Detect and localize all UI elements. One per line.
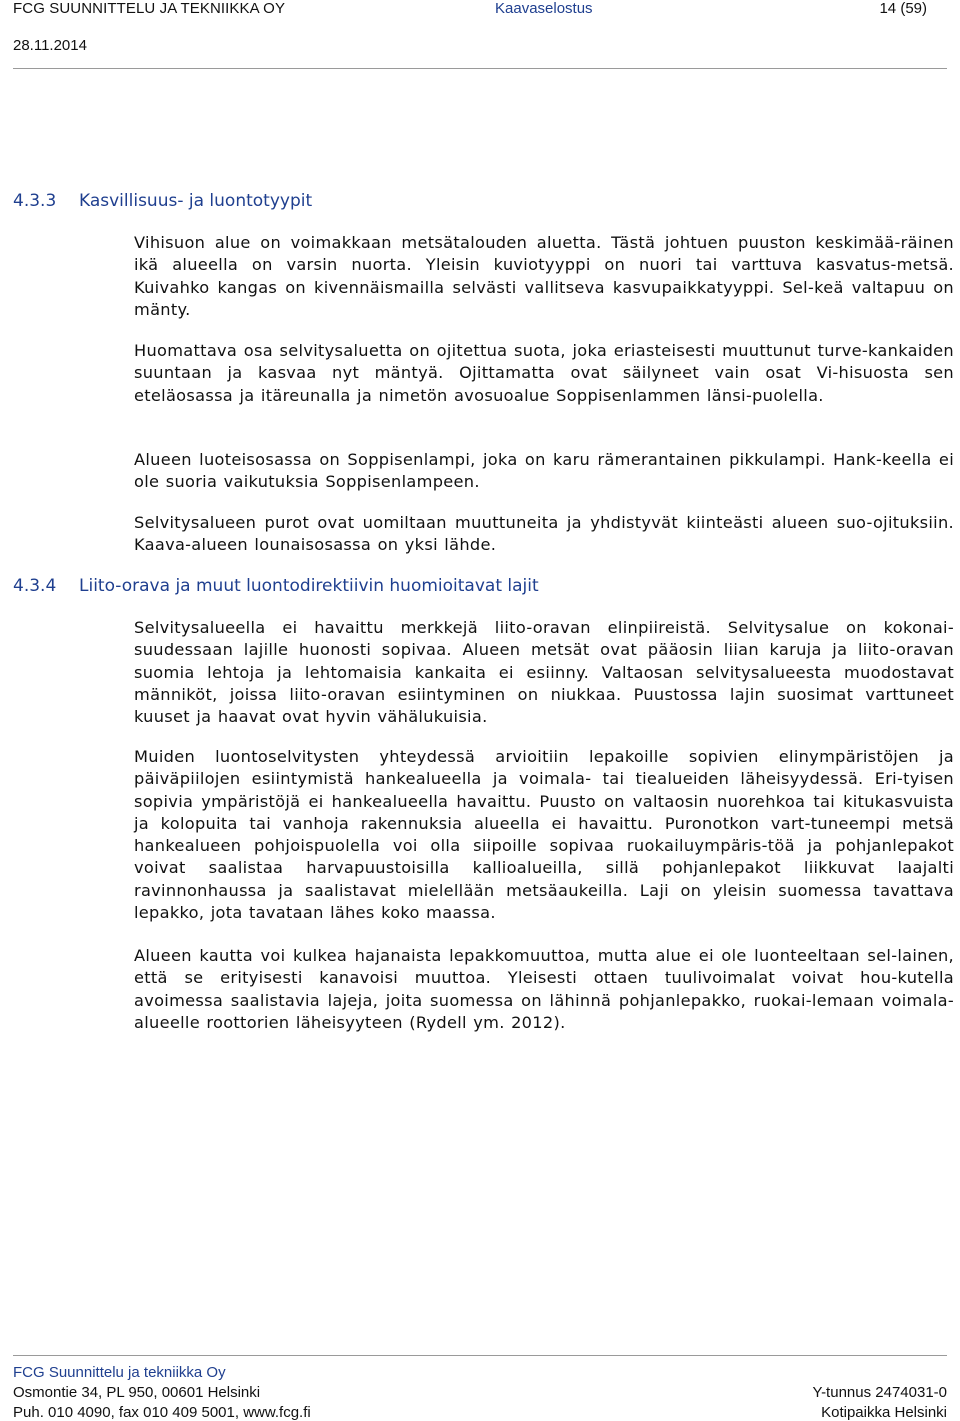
- section-title: Kasvillisuus- ja luontotyypit: [79, 191, 313, 211]
- footer-contact: Puh. 010 4090, fax 010 409 5001, www.fcg.fi: [13, 1404, 311, 1421]
- paragraph: Alueen kautta voi kulkea hajanaista lepakkomuuttoa, mutta alue ei ole luonteeltaan sel-lainen, että se erityisesti kanavoisi muuttoa. Yleisesti ottaen tuulivoimalat voivat hou-kutella avoimessa saalistavia lajeja, joita suomessa on lähinnä pohjanlepakko, ruokai-lemaan voimala-alueelle roottorien läheisyyteen (Rydell ym. 2012).: [134, 946, 954, 1032]
- paragraph: Selvitysalueella ei havaittu merkkejä liito-oravan elinpiireistä. Selvitysalue on kokonai-suudessaan lajille huonosti sopivaa. Alueen metsät ovat pääosin liian karuja ja liito-oravan suomia lehtoja ja lehtomaisia kankaita ei esiinny. Valtaosan selvitysalueesta muodostavat männiköt, joissa liito-oravan esiintyminen on niukkaa. Puustossa lajin suosimat varttuneet kuuset ja haavat ovat hyvin vähälukuisia.: [134, 618, 954, 727]
- footer-domicile: Kotipaikka Helsinki: [821, 1404, 947, 1421]
- section-heading-433: [13, 191, 312, 211]
- paragraph: Huomattava osa selvitysaluetta on ojitettua suota, joka eriasteisesti muuttunut turve-kankaiden suuntaan ja kasvaa nyt mäntyä. Ojittamatta ovat säilyneet vain osat Vi-hisuosta sen eteläosassa ja itäreunalla ja nimetön avosuoalue Soppisenlammen länsi-puolella.: [134, 341, 954, 405]
- section-heading-434: [13, 576, 539, 596]
- section-number: 4.3.3: [13, 191, 57, 211]
- page-header: [13, 0, 947, 69]
- header-date: 28.11.2014: [13, 37, 87, 54]
- section-number: 4.3.4: [13, 576, 57, 596]
- paragraph: Selvitysalueen purot ovat uomiltaan muuttuneita ja yhdistyvät kiinteästi alueen suo-ojituksiin. Kaava-alueen lounaisosassa on yksi lähde.: [134, 513, 954, 555]
- section-title: Liito-orava ja muut luontodirektiivin huomioitavat lajit: [79, 576, 539, 596]
- paragraph: Vihisuon alue on voimakkaan metsätalouden aluetta. Tästä johtuen puuston keskimää-räinen ikä alueella on varsin nuorta. Yleisin kuviotyyppi on nuori tai varttuva kasvatus-metsä. Kuivahko kangas on kivennäismailla selvästi vallitseva kasvupaikkatyyppi. Sel-keä valtapuu on mänty.: [134, 233, 954, 319]
- header-page-number: 14 (59): [879, 0, 927, 17]
- page-footer: [13, 1355, 947, 1421]
- footer-company: FCG Suunnittelu ja tekniikka Oy: [13, 1364, 226, 1381]
- paragraph: Alueen luoteisosassa on Soppisenlampi, joka on karu rämerantainen pikkulampi. Hank-keella ei ole suoria vaikutuksia Soppisenlampeen.: [134, 450, 954, 492]
- footer-business-id: Y-tunnus 2474031-0: [812, 1384, 947, 1401]
- header-document-title: Kaavaselostus: [495, 0, 593, 17]
- header-company: FCG SUUNNITTELU JA TEKNIIKKA OY: [13, 0, 286, 17]
- paragraph: Muiden luontoselvitysten yhteydessä arvioitiin lepakoille sopivien elinympäristöjen ja päiväpiilojen esiintymistä hankealueella ja voimala- tai tiealueiden läheisyydessä. Eri-tyisen sopivia ympäristöjä ei hankealueella havaittu. Puusto on valtaosin nuorehkoa tai kitukasvuista ja kolopuita tai vanhoja rakennuksia alueella ei havaittu. Puronotkon vart-tuneempi metsä hankealueen pohjoispuolella voi olla siipoille sopivaa ruokailuympäris-töä ja pohjanlepakot voivat saalistaa harvapuustoisilla kallioalueilla, sillä pohjanlepakot liikkuvat laajalti ravinnonhaussa ja saalistavat mielellään metsäaukeilla. Laji on yleisin suomessa tavattava lepakko, jota tavataan lähes koko maassa.: [134, 747, 954, 923]
- footer-address: Osmontie 34, PL 950, 00601 Helsinki: [13, 1384, 261, 1401]
